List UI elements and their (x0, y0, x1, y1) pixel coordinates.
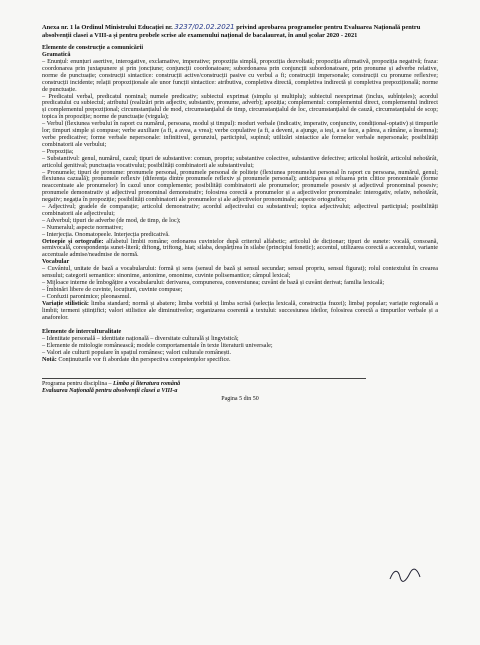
grammar-paragraph: – Adjectivul; gradele de comparație; articolul demonstrativ; acordul adjectivului cu substantivul; topica adjectivului; adjectivul participial; posibilități combinatorii ale adjectivului; (42, 203, 438, 217)
vocabulary-item: – Mijloace interne de îmbogățire a vocabularului: derivarea, compunerea, conversiunea; cuvânt de bază și cuvânt derivat; familia lexicală; (42, 279, 385, 286)
vocabulary-item: – Îmbinări libere de cuvinte, locuțiuni, cuvinte compuse; (42, 285, 183, 293)
document-header (42, 24, 438, 39)
stylistic-variation-paragraph (42, 301, 438, 322)
grammar-paragraph: – Numeralul; aspecte normative; (42, 223, 123, 231)
grammar-paragraph: – Prepoziția; (42, 147, 74, 155)
signature-mark (388, 567, 422, 583)
footer-line-1 (42, 381, 438, 388)
note-label: Notă: (42, 356, 57, 364)
section-title-construction: Elemente de construcție a comunicării (42, 44, 144, 52)
interculturality-item: – Elemente de mitologie românească; modele comportamentale în texte literaturii universale; (42, 342, 273, 350)
interculturality-item: – Valori ale culturii populare în spațiul românesc; valori culturale românești. (42, 349, 232, 357)
grammar-paragraph: – Adverbul; tipuri de adverbe (de mod, de timp, de loc); (42, 216, 181, 224)
subtitle-vocabulary: Vocabular (42, 258, 70, 266)
note-text: Conținuturile vor fi abordate din perspectiva competențelor specifice. (56, 356, 231, 364)
grammar-paragraph: – Pronumele; tipuri de pronume: pronumele personal, pronumele personal de politețe (flexiunea pronumelui personal în raport cu persoana, numărul, genul; flexiunea cazuală); pronumele reflexiv (diferența dintre pronumele reflexiv și pronumele personal); anticiparea și reluarea prin clitice pronominale (forme neaccentuate ale pronumelor) în cazul unor complemente; posibilități combinatorii ale pronumelor; pronumele posesiv și adjectivul pronominal posesiv; pronumele demonstrativ și adjectivul pronominal demonstrativ; folosirea corectă a pronumelor și a adjectivelor pronominale: interogativ, relativ, nehotărât, negativ; negația în propoziție; posibilități combinatorii ale pronumelor și ale adjectivelor pronominale; aspecte ortografice; (42, 168, 438, 204)
note-paragraph (42, 357, 438, 364)
document-footer (42, 381, 438, 402)
page-number: Pagina 5 din 50 (221, 395, 259, 402)
handwritten-signature (388, 567, 422, 586)
section-title-interculturality: Elemente de interculturalitate (42, 328, 122, 336)
vocabulary-item: – Confuzii paronimice; pleonasmul. (42, 292, 132, 300)
orthoepy-paragraph (42, 239, 438, 260)
footer-line1-prefix: Programa pentru disciplina – (42, 380, 113, 387)
header-rest: privind aprobarea programelor pentru Evaluarea Națională pentru absolvenții clasei a VIII-a și pentru probele scrise ale examenului național de bacalaureat, în anul școlar 2020 - 2021 (42, 24, 421, 39)
stylistic-variation-label: Variație stilistică: (42, 299, 89, 307)
interculturality-item: – Identitate personală – identitate națională – diversitate culturală și lingvistică; (42, 335, 239, 343)
footer-line-2: Evaluarea Națională pentru absolvenții clasei a VIII-a (42, 387, 178, 394)
grammar-paragraph: – Enunțul: enunțuri asertive, interogative, exclamative, imperative; propoziția simplă, propoziția dezvoltată; propoziția afirmativă, propoziția negativă; fraza: coordonarea prin juxtapunere și prin joncțiune; conjuncții coordonatoare; subordonarea prin conjuncții subordonatoare, prin pronume și adverbe relative, norme de punctuație; construcții sintactice: construcții active/construcții pasive cu verbul a fi; construcții impersonale; construcții cu pronume reflexive; construcții incidente; relații propoziționale ale unor funcții sintactice: atributiva, completiva directă, completiva indirectă și completiva prepozițională; norme de punctuație. (42, 58, 438, 93)
handwritten-order-number: 3237/02.02.2021 (174, 23, 235, 31)
header-prefix: Anexa nr. 1 la Ordinul Ministrului Educației nr. (42, 24, 173, 31)
grammar-paragraph: – Substantivul: genul, numărul, cazul; tipuri de substantive: comun, propriu; substantive colective, substantive defective; articolul hotărât, articolul nehotărât, articolul genitival; punctuația vocativului; posibilități combinatorii ale substantivului; (42, 154, 438, 169)
footer-divider (42, 378, 366, 379)
grammar-paragraph: – Verbul (flexiunea verbului în raport cu numărul, persoana, modul și timpul): moduri verbale (indicativ, imperativ, conjunctiv, condițional-optativ) și timpurile lor; timpuri simple și compuse; verbe auxiliare (a fi, a avea, a vrea); verbe copulative (a fi, a deveni, a ajunge, a ieși, a se face, a părea, a rămâne, a însemna); verbe predicative; forme verbale nepersonale: infinitivul, gerunziul, participiul, supinul; utilizări sintactice ale formelor verbale nepersonale; posibilități combinatorii ale verbului; (42, 120, 438, 148)
orthoepy-text: alfabetul limbii române; ordonarea cuvintelor după criteriul alfabetic; articolul de dicționar; tipuri de sunete: vocală, consoană, semivocală, corespondența sunet-literă; diftong, triftong, hiat; silaba, despărțirea în silabe (principiul fonetic); accentul, utilizarea corectă a accentului, variante accentuale admise/neadmise de normă. (42, 237, 438, 259)
stylistic-variation-text: limba standard; normă și abatere; limba vorbită și limba scrisă (selecția lexicală, construcția frazei); limbaj popular; variație regională a limbii; termeni științifici; valori stilistice ale diminutivelor; organizarea coerentă a textului: succesiunea ideilor, folosirea corectă a timpurilor verbale și a anaforelor. (42, 299, 438, 321)
footer-subject: Limba și literatura română (112, 380, 181, 387)
vocabulary-item: – Cuvântul, unitate de bază a vocabularului: formă și sens (sensul de bază și sensul secundar; sensul propriu, sensul figurat); rolul contextului în crearea sensului; categorii semantice: sinonime, antonime, omonime, cuvinte polisemantice; câmpul lexical; (42, 265, 438, 280)
subtitle-grammar: Gramatică (42, 51, 71, 59)
grammar-paragraph: – Predicatul verbal, predicatul nominal; numele predicativ; subiectul exprimat (simplu și multiplu); subiectul neexprimat (inclus, subînțeles); acordul predicatului cu subiectul; atributul (realizări prin adjectiv, substantiv, pronume, adverb); apoziția; complementul: complementul direct, complementul indirect și complementul prepozițional; circumstanțialul de mod, circumstanțialul de timp, circumstanțialul de loc, circumstanțialul de cauză, circumstanțialul de scop; topica în propoziție; norme de punctuație (virgula); (42, 92, 438, 121)
orthoepy-label: Ortoepie și ortografie: (42, 237, 104, 245)
document-body (42, 45, 438, 364)
grammar-paragraph: – Interjecția. Onomatopeele. Interjecția predicativă. (42, 230, 170, 238)
